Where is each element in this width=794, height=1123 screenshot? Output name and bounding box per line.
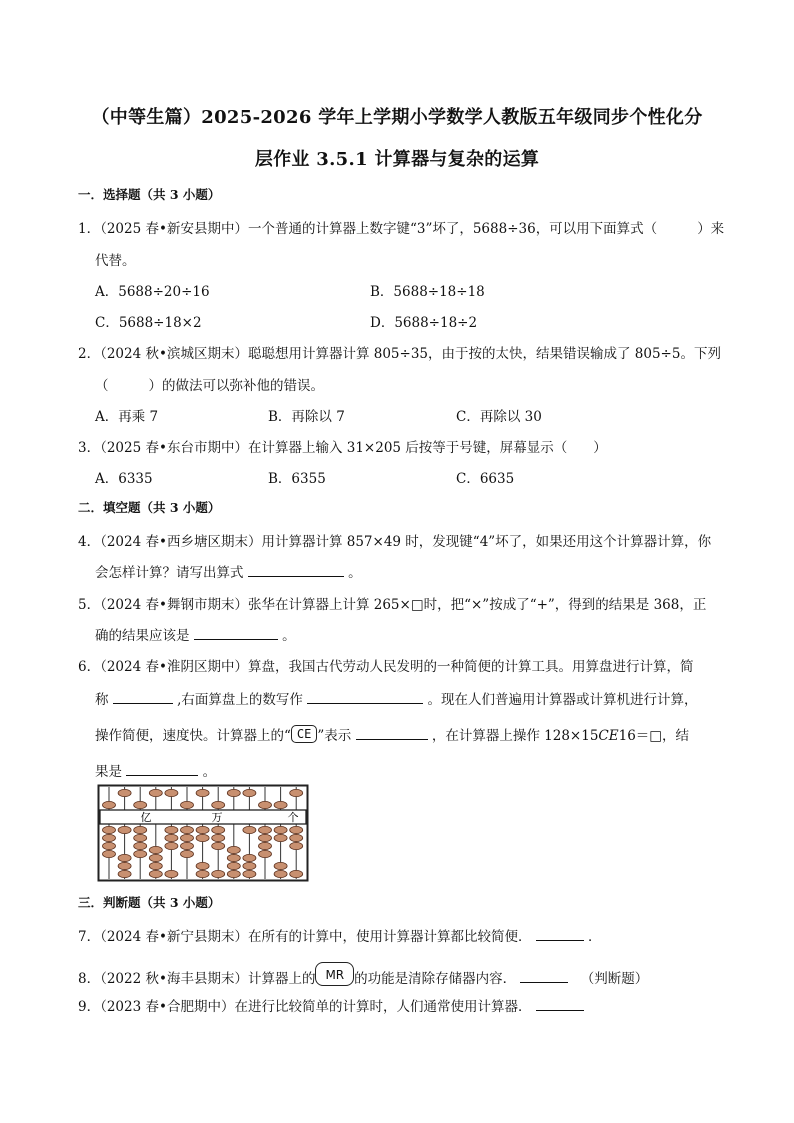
abacus-bead — [134, 850, 147, 857]
abacus-bead — [196, 826, 209, 833]
abacus-illustration — [97, 784, 309, 882]
question-5-line-2 — [95, 624, 296, 644]
ce-key-icon: CE — [291, 725, 317, 743]
abacus-bead — [149, 789, 162, 796]
answer-blank[interactable] — [356, 725, 428, 740]
answer-blank[interactable] — [113, 689, 173, 704]
abacus-bead — [243, 826, 256, 833]
question-6-text: ，在计算器上操作 128×15 — [431, 728, 599, 744]
abacus-bead — [290, 870, 303, 877]
question-5-line-1: 5．（2024 春•舞钢市期末）张华在计算器上计算 265×□时，把“×”按成了“+”，得到的结果是 368，正 — [78, 597, 707, 613]
question-6-line-1: 6．（2024 春•淮阴区期中）算盘，我国古代劳动人民发明的一种简便的计算工具。用算盘进行计算，简 — [78, 659, 694, 675]
question-7-text-tail: ． — [588, 929, 602, 945]
question-4-line-1: 4．（2024 春•西乡塘区期末）用计算器计算 857×49 时，发现键“4”坏了，如果还用这个计算器计算，你 — [78, 534, 712, 550]
abacus-bead — [243, 854, 256, 861]
question-3-line-1 — [78, 436, 607, 456]
abacus-bead — [290, 842, 303, 849]
abacus-bead — [290, 826, 303, 833]
abacus-bead — [274, 801, 287, 808]
abacus-bead — [118, 870, 131, 877]
section-heading-choice: 一．选择题（共 3 小题） — [78, 187, 221, 202]
abacus-bead — [274, 826, 287, 833]
abacus-bead — [227, 870, 240, 877]
abacus-bead — [103, 826, 116, 833]
abacus-bead — [196, 870, 209, 877]
mr-key-icon: MR — [315, 962, 354, 986]
abacus-bead — [212, 870, 225, 877]
answer-blank[interactable] — [520, 968, 568, 983]
question-4-text: 会怎样计算？请写出算式 — [95, 565, 244, 581]
abacus-bead — [103, 842, 116, 849]
q2-option-b[interactable]: B．再除以 7 — [268, 409, 345, 425]
question-9-line-1 — [78, 995, 584, 1015]
abacus-bead — [274, 870, 287, 877]
question-1-line-2: 代替。 — [95, 253, 136, 269]
abacus-bead — [149, 862, 162, 869]
abacus-bead — [165, 842, 178, 849]
abacus-bead — [181, 801, 194, 808]
abacus-bead — [134, 842, 147, 849]
abacus-bead — [181, 826, 194, 833]
abacus-bead — [212, 842, 225, 849]
q1-option-c[interactable]: C．5688÷18×2 — [95, 315, 202, 331]
question-8-text: 8．（2022 秋•海丰县期末）计算器上的 — [78, 971, 316, 987]
abacus-bead — [181, 834, 194, 841]
abacus-bead — [196, 862, 209, 869]
question-6-text: CE — [598, 728, 619, 744]
question-6-line-4 — [95, 760, 216, 780]
q3-option-b[interactable]: B．6355 — [268, 471, 326, 487]
question-8-text: 的功能是清除存储器内容． — [354, 971, 517, 987]
abacus-bead — [259, 834, 272, 841]
abacus-bead — [274, 862, 287, 869]
question-3-text-tail: ） — [593, 440, 607, 456]
abacus-bead — [181, 842, 194, 849]
question-9-text: 9．（2023 春•合肥期中）在进行比较简单的计算时，人们通常使用计算器． — [78, 999, 532, 1015]
abacus-bead — [243, 870, 256, 877]
abacus-bead — [134, 826, 147, 833]
abacus-bead — [227, 789, 240, 796]
abacus-beam — [100, 810, 306, 824]
q1-option-d[interactable]: D．5688÷18÷2 — [370, 315, 478, 331]
abacus-bead — [165, 870, 178, 877]
abacus-bead — [165, 789, 178, 796]
question-3-text: 3．（2025 春•东台市期中）在计算器上输入 31×205 后按等于号键，屏幕显示（ — [78, 440, 568, 456]
abacus-bead — [103, 801, 116, 808]
abacus-bead — [134, 801, 147, 808]
question-6-text: 操作简便，速度快。计算器上的“ — [95, 728, 291, 744]
abacus-bead — [118, 826, 131, 833]
q1-option-a[interactable]: A．5688÷20÷16 — [95, 284, 210, 300]
question-8-text-tail: （判断题） — [580, 971, 649, 987]
question-8-line-1 — [78, 962, 648, 987]
question-6-text: 称 — [95, 692, 109, 708]
abacus-bead — [181, 850, 194, 857]
abacus-bead — [165, 826, 178, 833]
abacus-bead — [212, 826, 225, 833]
question-6-text: 。现在人们普遍用计算器或计算机进行计算， — [427, 692, 698, 708]
answer-blank[interactable] — [194, 625, 278, 640]
question-1-text-tail: ）来 — [697, 221, 725, 237]
abacus-bead — [103, 834, 116, 841]
question-2-line-2 — [95, 374, 324, 394]
question-1-line-1 — [78, 217, 724, 237]
answer-blank[interactable] — [536, 926, 584, 941]
answer-blank[interactable] — [126, 761, 198, 776]
abacus-bead — [259, 826, 272, 833]
abacus-label-ge: 个 — [287, 811, 299, 824]
q2-option-a[interactable]: A．再乘 7 — [95, 409, 159, 425]
abacus-bead — [196, 789, 209, 796]
abacus-bead — [149, 846, 162, 853]
question-7-text: 7．（2024 春•新宁县期末）在所有的计算中，使用计算器计算都比较简便． — [78, 929, 532, 945]
question-1-text: 1．（2025 春•新安县期中）一个普通的计算器上数字键“3”坏了，5688÷36，可以用下面算式（ — [78, 221, 658, 237]
abacus-bead — [149, 870, 162, 877]
q1-option-b[interactable]: B．5688÷18÷18 — [370, 284, 485, 300]
answer-blank[interactable] — [536, 996, 584, 1011]
abacus-bead — [134, 834, 147, 841]
abacus-bead — [243, 862, 256, 869]
section-heading-judge: 三．判断题（共 3 小题） — [78, 895, 221, 910]
question-6-text: 16＝□，结 — [618, 728, 690, 744]
answer-blank[interactable] — [307, 689, 423, 704]
abacus-bead — [259, 842, 272, 849]
q2-option-c[interactable]: C．再除以 30 — [456, 409, 542, 425]
abacus-bead — [243, 789, 256, 796]
question-5-text: 确的结果应该是 — [95, 628, 190, 644]
abacus-bead — [227, 862, 240, 869]
abacus-bead — [227, 854, 240, 861]
abacus-bead — [118, 854, 131, 861]
q3-option-a[interactable]: A．6335 — [95, 471, 153, 487]
q3-option-c[interactable]: C．6635 — [456, 471, 515, 487]
abacus-label-yi: 亿 — [140, 811, 152, 824]
abacus-bead — [212, 834, 225, 841]
abacus-bead — [290, 834, 303, 841]
section-heading-fill: 二．填空题（共 3 小题） — [78, 500, 221, 515]
abacus-bead — [212, 801, 225, 808]
question-2-text-tail: ）的做法可以弥补他的错误。 — [148, 378, 324, 394]
question-6-line-3 — [95, 724, 689, 744]
abacus-bead — [118, 789, 131, 796]
abacus-bead — [259, 801, 272, 808]
question-4-line-2 — [95, 561, 362, 581]
question-4-text-tail: 。 — [348, 565, 362, 581]
question-6-text: ”表示 — [317, 728, 352, 744]
abacus-bead — [274, 834, 287, 841]
abacus-bead — [196, 834, 209, 841]
abacus-bead — [227, 846, 240, 853]
question-6-text-tail: 。 — [202, 764, 217, 780]
abacus-label-wan: 万 — [211, 811, 223, 824]
question-6-text: ,右面算盘上的数写作 — [177, 692, 303, 708]
abacus-bead — [165, 834, 178, 841]
abacus-bead — [259, 850, 272, 857]
question-7-line-1 — [78, 925, 602, 945]
question-6-line-2 — [95, 688, 697, 708]
question-2-line-1: 2．（2024 秋•滨城区期末）聪聪想用计算器计算 805÷35，由于按的太快，结果错误输成了 805÷5。下列 — [78, 346, 721, 362]
abacus-bead — [118, 862, 131, 869]
abacus-bead — [149, 854, 162, 861]
abacus-bead — [290, 789, 303, 796]
page-title-line1: （中等生篇）2025-2026 学年上学期小学数学人教版五年级同步个性化分 — [91, 107, 703, 128]
question-2-paren-open: （ — [95, 378, 109, 394]
question-5-text-tail: 。 — [282, 628, 296, 644]
abacus-bead — [103, 850, 116, 857]
page-title-line2: 层作业 3.5.1 计算器与复杂的运算 — [254, 149, 540, 170]
answer-blank[interactable] — [248, 562, 344, 577]
question-6-text: 果是 — [95, 764, 122, 780]
